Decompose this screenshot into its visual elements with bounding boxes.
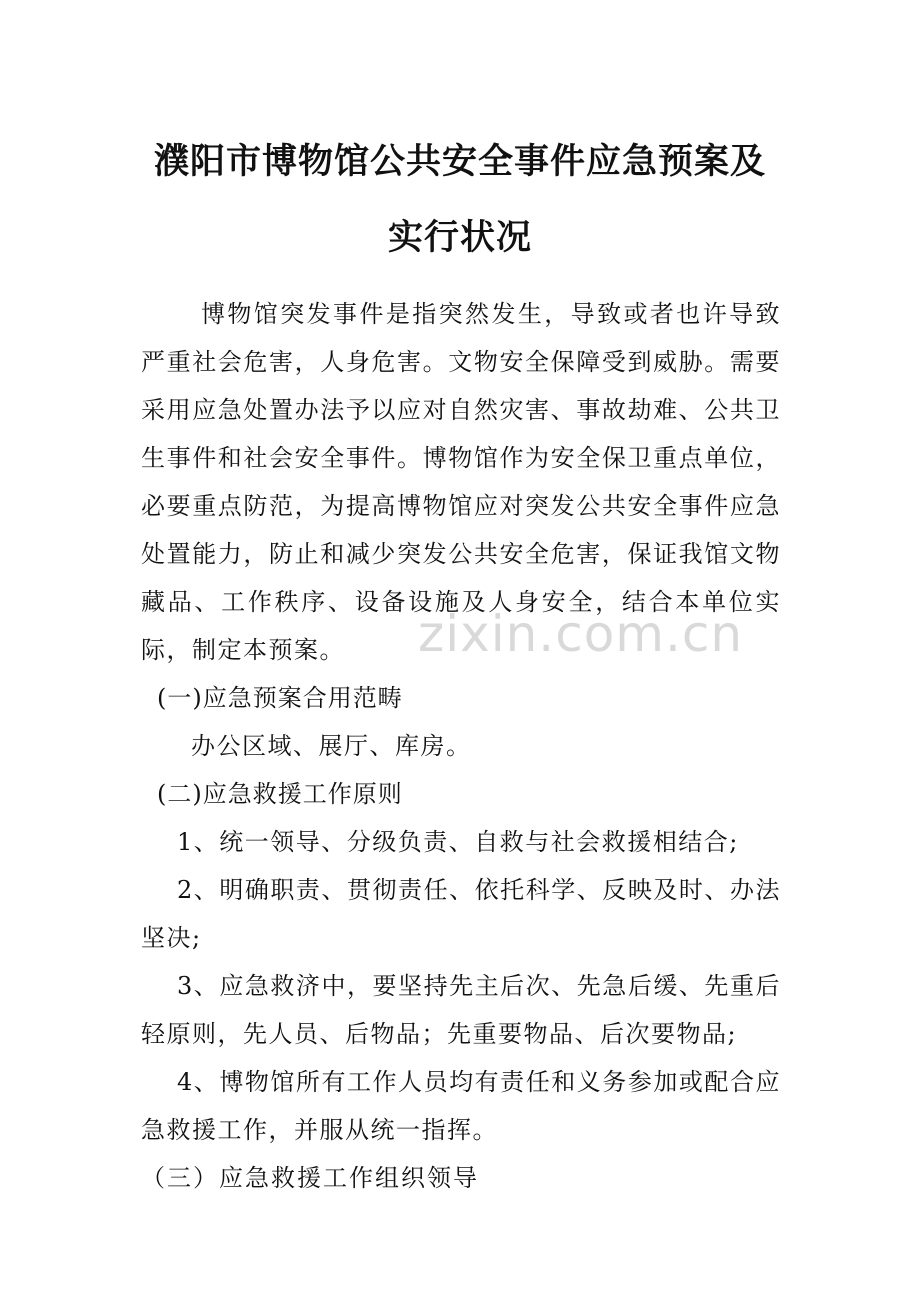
watermark: zixin.com.cn xyxy=(418,605,744,663)
principle-item: 1、统一领导、分级负责、自救与社会救援相结合; xyxy=(177,828,739,856)
scope-text: 办公区域、展厅、库房。 xyxy=(191,732,472,760)
principle-item: 3、应急救济中，要坚持先主后次、先急后缓、先重后轻原则，先人员、后物品；先重要物品、后次要物品; xyxy=(141,972,781,1048)
section-heading-organization: （三）应急救援工作组织领导 xyxy=(141,1164,479,1192)
section-heading-principles: (二)应急救援工作原则 xyxy=(157,780,403,808)
document-title-line-2: 实行状况 xyxy=(387,218,532,258)
section-heading-scope: (一)应急预案合用范畴 xyxy=(157,684,403,712)
intro-paragraph: 博物馆突发事件是指突然发生，导致或者也许导致严重社会危害，人身危害。文物安全保障受到威胁。需要采用应急处置办法予以应对自然灾害、事故劫难、公共卫生事件和社会安全事件。博物馆作为安全保卫重点单位，必要重点防范，为提高博物馆应对突发公共安全事件应急处置能力，防止和减少突发公共安全危害，保证我馆文物藏品、工作秩序、设备设施及人身安全，结合本单位实际，制定本预案。 xyxy=(141,300,781,664)
document-body xyxy=(141,290,781,1202)
document-title-line-1: 濮阳市博物馆公共安全事件应急预案及 xyxy=(153,142,766,182)
principle-item: 4、博物馆所有工作人员均有责任和义务参加或配合应急救援工作，并服从统一指挥。 xyxy=(141,1068,781,1144)
principle-item: 2、明确职责、贯彻责任、依托科学、反映及时、办法坚决; xyxy=(141,876,781,952)
